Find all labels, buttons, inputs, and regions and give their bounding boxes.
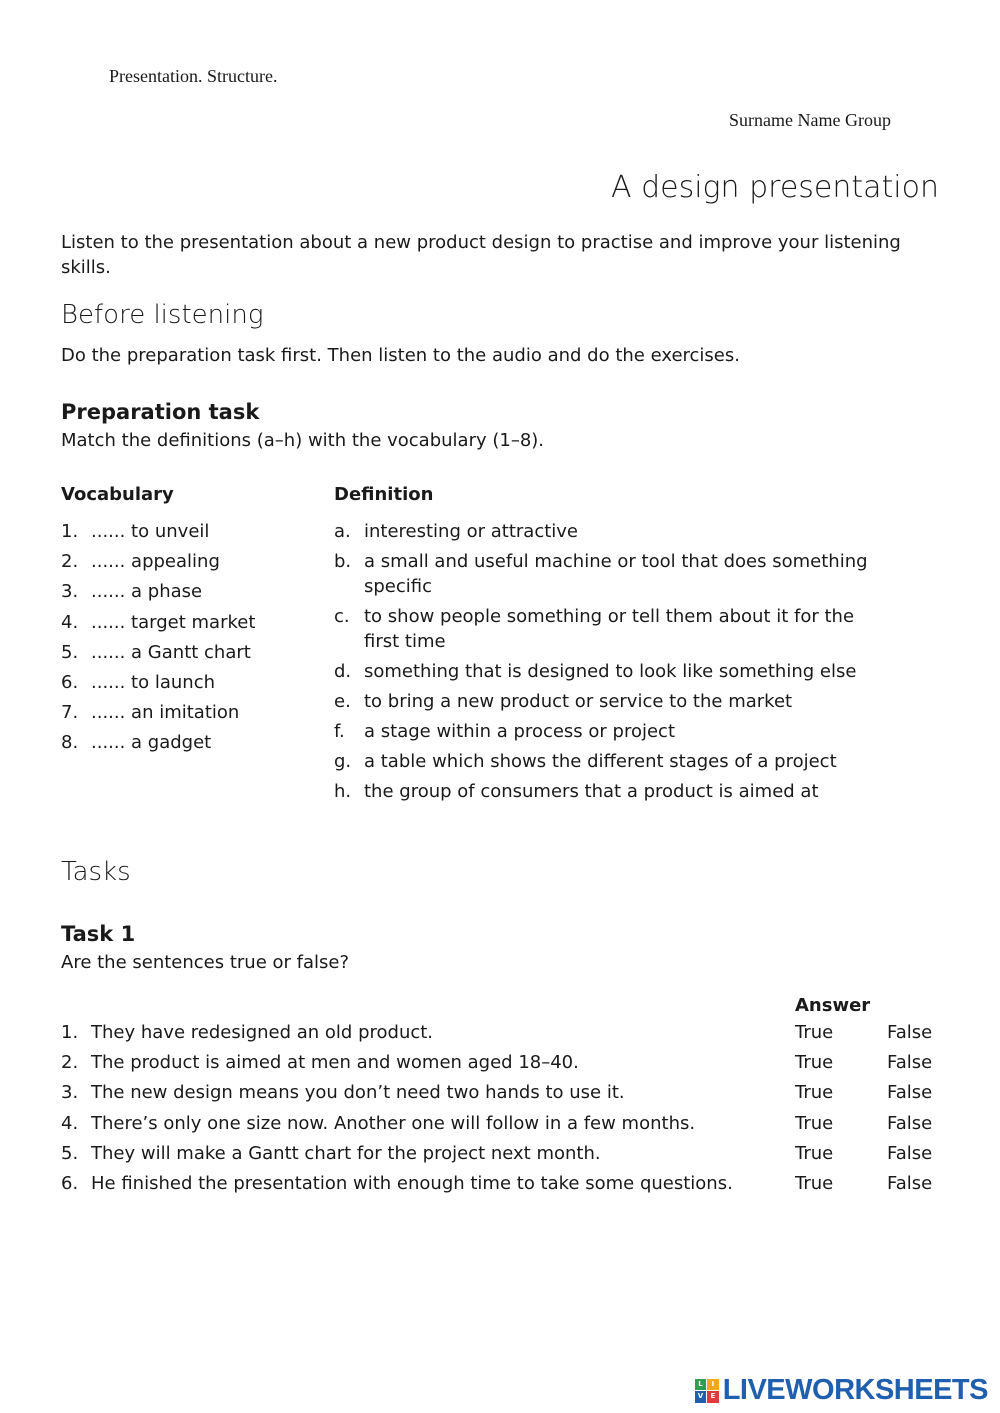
true-option[interactable]: True xyxy=(795,1022,834,1043)
definition-text: a stage within a process or project xyxy=(364,721,676,742)
task1-heading: Task 1 xyxy=(61,922,136,946)
answer-row xyxy=(795,1171,955,1201)
item-number: 2. xyxy=(61,1052,79,1074)
item-letter: e. xyxy=(334,691,351,712)
definition-text: interesting or attractive xyxy=(364,521,579,542)
item-number: 3. xyxy=(61,1082,79,1104)
vocabulary-item xyxy=(61,549,321,579)
false-option[interactable]: False xyxy=(887,1082,933,1104)
header-course-title: Presentation. Structure. xyxy=(109,66,278,86)
definition-text: to bring a new product or service to the market xyxy=(364,691,793,712)
definition-text: the group of consumers that a product is aimed at xyxy=(364,781,819,802)
true-option[interactable]: True xyxy=(795,1052,834,1074)
logo-mark-letter: E xyxy=(707,1391,719,1403)
item-number: 4. xyxy=(61,611,79,633)
vocabulary-text[interactable]: ...... a phase xyxy=(91,581,203,603)
question-text: They have redesigned an old product. xyxy=(91,1022,434,1043)
definition-item xyxy=(334,659,894,689)
definition-item xyxy=(334,549,894,604)
liveworksheets-logo[interactable] xyxy=(695,1374,988,1407)
item-letter: c. xyxy=(334,606,350,627)
item-number: 4. xyxy=(61,1112,79,1134)
vocabulary-list xyxy=(61,519,321,761)
false-option[interactable]: False xyxy=(887,1052,933,1074)
vocabulary-heading: Vocabulary xyxy=(61,484,174,505)
question-item xyxy=(61,1171,791,1201)
page-title: A design presentation xyxy=(611,170,939,205)
logo-mark-letter: I xyxy=(707,1379,719,1391)
vocabulary-text[interactable]: ...... a gadget xyxy=(91,732,212,754)
question-text: He finished the presentation with enough time to take some questions. xyxy=(91,1172,733,1194)
definition-text: a small and useful machine or tool that does something specific xyxy=(364,551,868,597)
false-option[interactable]: False xyxy=(887,1172,933,1194)
answer-row xyxy=(795,1080,955,1110)
before-listening-text: Do the preparation task first. Then listen to the audio and do the exercises. xyxy=(61,345,740,366)
question-item xyxy=(61,1141,791,1171)
answer-row xyxy=(795,1111,955,1141)
question-text: The new design means you don’t need two hands to use it. xyxy=(91,1082,625,1104)
item-number: 5. xyxy=(61,641,79,663)
vocabulary-item xyxy=(61,670,321,700)
vocabulary-text[interactable]: ...... to launch xyxy=(91,671,215,693)
definition-item xyxy=(334,604,894,659)
definition-item xyxy=(334,749,894,779)
question-text: They will make a Gantt chart for the project next month. xyxy=(91,1142,601,1164)
false-option[interactable]: False xyxy=(887,1022,933,1043)
question-item xyxy=(61,1020,791,1050)
vocabulary-item xyxy=(61,730,321,760)
definition-heading: Definition xyxy=(334,484,434,505)
preparation-heading: Preparation task xyxy=(61,400,260,424)
question-item xyxy=(61,1111,791,1141)
item-letter: f. xyxy=(334,721,345,742)
item-letter: h. xyxy=(334,781,352,802)
answer-row xyxy=(795,1141,955,1171)
item-letter: a. xyxy=(334,521,351,542)
question-text: The product is aimed at men and women aged 18–40. xyxy=(91,1052,579,1074)
item-number: 5. xyxy=(61,1142,79,1164)
vocabulary-item xyxy=(61,610,321,640)
before-listening-heading: Before listening xyxy=(61,300,264,330)
item-number: 1. xyxy=(61,1022,79,1043)
task1-instruction: Are the sentences true or false? xyxy=(61,952,350,973)
tasks-heading: Tasks xyxy=(61,857,131,887)
vocabulary-item xyxy=(61,700,321,730)
definition-item xyxy=(334,689,894,719)
false-option[interactable]: False xyxy=(887,1142,933,1164)
task1-question-list xyxy=(61,1020,791,1201)
definition-item xyxy=(334,519,894,549)
definition-text: to show people something or tell them about it for the first time xyxy=(364,606,855,652)
vocabulary-text[interactable]: ...... appealing xyxy=(91,551,220,573)
definition-item xyxy=(334,779,894,809)
vocabulary-text[interactable]: ...... a Gantt chart xyxy=(91,641,251,663)
true-option[interactable]: True xyxy=(795,1142,834,1164)
intro-text: Listen to the presentation about a new product design to practise and improve your listening skills. xyxy=(61,232,901,278)
item-number: 3. xyxy=(61,581,79,603)
preparation-instruction: Match the definitions (a–h) with the vocabulary (1–8). xyxy=(61,430,545,451)
vocabulary-item xyxy=(61,519,321,549)
definition-text: something that is designed to look like something else xyxy=(364,661,857,682)
question-text: There’s only one size now. Another one will follow in a few months. xyxy=(91,1112,696,1134)
logo-mark-icon xyxy=(695,1379,719,1403)
answer-heading: Answer xyxy=(795,995,871,1016)
definition-item xyxy=(334,719,894,749)
logo-text: LIVEWORKSHEETS xyxy=(722,1374,988,1406)
header-student-info: Surname Name Group xyxy=(729,110,891,130)
vocabulary-item xyxy=(61,640,321,670)
item-number: 7. xyxy=(61,702,79,724)
vocabulary-item xyxy=(61,579,321,609)
answer-row xyxy=(795,1020,955,1050)
true-option[interactable]: True xyxy=(795,1172,834,1194)
item-number: 8. xyxy=(61,732,79,754)
item-letter: d. xyxy=(334,661,352,682)
false-option[interactable]: False xyxy=(887,1112,933,1134)
true-option[interactable]: True xyxy=(795,1112,834,1134)
true-option[interactable]: True xyxy=(795,1082,834,1104)
logo-mark-letter: L xyxy=(695,1379,707,1391)
answer-row xyxy=(795,1050,955,1080)
definition-text: a table which shows the different stages of a project xyxy=(364,751,837,772)
item-letter: b. xyxy=(334,551,352,572)
item-number: 6. xyxy=(61,671,79,693)
item-number: 1. xyxy=(61,521,79,542)
logo-mark-letter: V xyxy=(695,1391,707,1403)
item-number: 6. xyxy=(61,1172,79,1194)
vocabulary-text[interactable]: ...... an imitation xyxy=(91,702,240,724)
answer-options xyxy=(795,1020,955,1201)
vocabulary-text[interactable]: ...... target market xyxy=(91,611,256,633)
question-item xyxy=(61,1080,791,1110)
vocabulary-text[interactable]: ...... to unveil xyxy=(91,521,210,542)
definition-list xyxy=(334,519,894,809)
item-number: 2. xyxy=(61,551,79,573)
question-item xyxy=(61,1050,791,1080)
item-letter: g. xyxy=(334,751,352,772)
